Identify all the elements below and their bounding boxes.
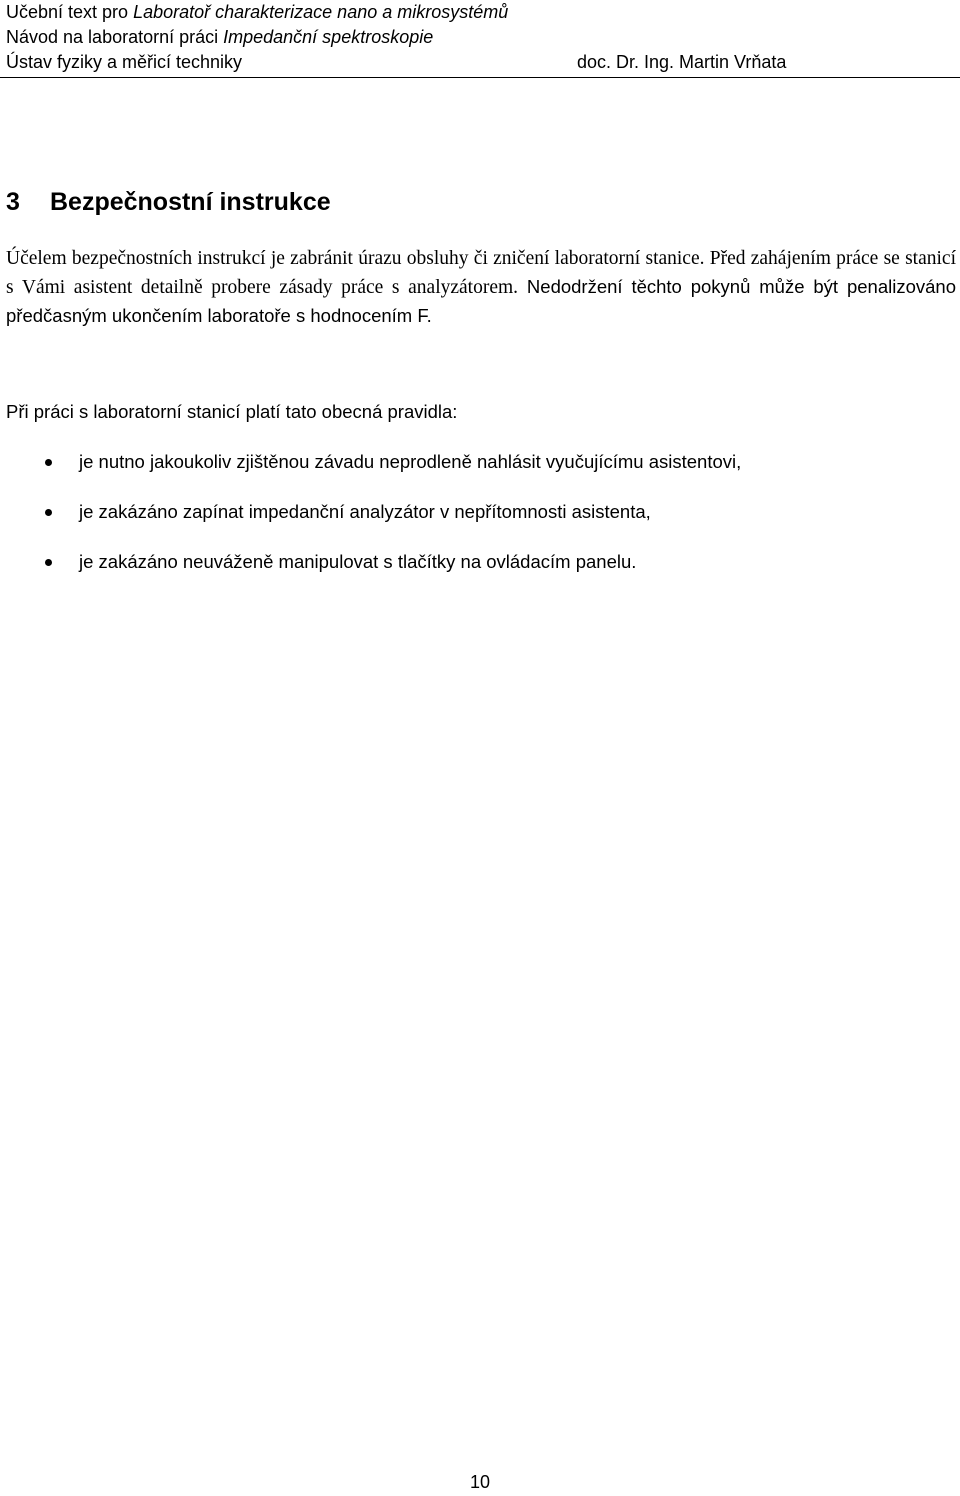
page-number: 10: [469, 1472, 491, 1492]
section-heading: [6, 188, 331, 217]
bullet-icon: [45, 509, 52, 516]
section-number: 3: [6, 188, 20, 216]
header-guide-title: Impedanční spektroskopie: [223, 27, 434, 47]
rule-text: je zakázáno zapínat impedanční analyzátor v nepřítomnosti asistenta,: [79, 501, 651, 522]
intro-paragraph-sans-text: Nedodržení těchto pokynů může být penalizováno předčasným ukončením laboratoře s hodnocením F.: [6, 276, 956, 326]
header-line-guide: [6, 25, 956, 50]
rule-text: je nutno jakoukoliv zjištěnou závadu neprodleně nahlásit vyučujícímu asistentovi,: [79, 451, 742, 472]
bullet-icon: [45, 459, 52, 466]
rules-list: [0, 448, 960, 598]
rule-text: je zakázáno neuváženě manipulovat s tlačítky na ovládacím panelu.: [79, 551, 637, 572]
header-course-prefix: Učební text pro: [6, 2, 134, 22]
section-title: Bezpečnostní instrukce: [50, 188, 331, 216]
intro-paragraph-serif-text: Účelem bezpečnostních instrukcí je zabránit úrazu obsluhy či zničení laboratorní stanice. Před zahájením práce se stanicí s Vámi asistent detailně probere zásady práce s analyzátorem.: [6, 248, 956, 298]
bullet-icon: [45, 559, 52, 566]
header-guide-prefix: Návod na laboratorní práci: [6, 27, 224, 47]
header-line-institute: [6, 50, 956, 75]
header-line-course: [6, 0, 956, 25]
page-header: [6, 0, 956, 75]
list-item: [0, 498, 960, 548]
intro-paragraph: [6, 244, 956, 330]
header-course-title: Laboratoř charakterizace nano a mikrosystémů: [133, 2, 509, 22]
header-author: doc. Dr. Ing. Martin Vrňata: [577, 52, 787, 72]
list-item: [0, 548, 960, 598]
list-item: [0, 448, 960, 498]
header-institute: Ústav fyziky a měřicí techniky: [6, 52, 243, 72]
header-divider: [0, 77, 960, 78]
rules-intro-paragraph: Při práci s laboratorní stanicí platí tato obecná pravidla:: [6, 401, 458, 422]
